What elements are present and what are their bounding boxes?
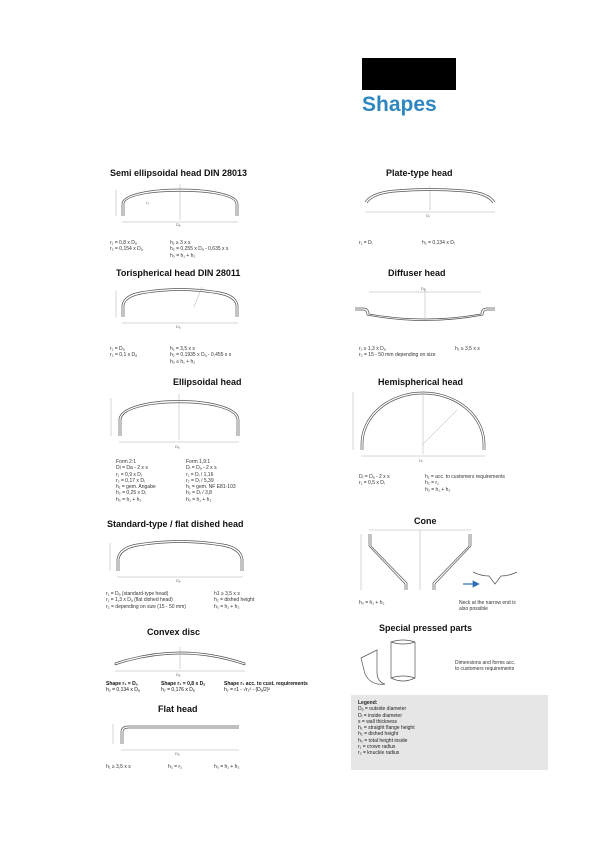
standard-type-formulas-right: h1 ≥ 3,5 x s h₂ = dished height h₃ = h₁ + h₂ xyxy=(214,591,255,610)
legend-item: Dᵢ = inside diameter xyxy=(358,712,403,719)
company-logo-block xyxy=(362,58,456,90)
section-title-ellipsoidal: Ellipsoidal head xyxy=(173,377,242,387)
label-di: Dᵢ xyxy=(419,458,423,463)
section-title-convex-disc: Convex disc xyxy=(147,627,201,637)
plate-type-head-diagram xyxy=(355,182,505,226)
diffuser-head-diagram xyxy=(345,282,505,332)
legend-item: Dₐ = outside diameter xyxy=(358,706,407,713)
hemispherical-head-diagram xyxy=(345,388,505,468)
torispherical-head-diagram xyxy=(110,283,250,333)
section-title-torispherical: Torispherical head DIN 28011 xyxy=(116,268,241,278)
torispherical-formulas-right: h₁ = 3,5 x s h₂ = 0,1935 x Dₐ - 0,455 x s h₃ ≤ h₁ + h₂ xyxy=(170,346,232,365)
label-da: Dₐ xyxy=(176,222,181,227)
convex-disc-shape-1-value: h₂ = 0,134 x Dₐ xyxy=(106,687,140,694)
section-title-semi-ellipsoidal: Semi ellipsoidal head DIN 28013 xyxy=(110,168,248,178)
standard-type-formulas-left: r₁ = Dₐ (standard-type head) r₁ = 1,3 x Dₐ (flat dished head) r₂ = depending on size (15 - 50 mm) xyxy=(106,591,186,610)
section-title-plate-type: Plate-type head xyxy=(386,168,453,178)
flat-head-h2: h₂ = r₂ xyxy=(168,764,183,770)
torispherical-formulas-left: r₁ = Dₐ r₂ = 0,1 x Dₐ xyxy=(110,346,138,359)
convex-disc-diagram xyxy=(105,643,255,677)
label-di: Dᵢ xyxy=(426,213,430,218)
cone-neck-variant xyxy=(473,572,517,584)
flat-head-diagram xyxy=(105,716,255,756)
convex-disc-shape-3-value: h₂ = r1 - √r₁² - (Dₐ/2)² xyxy=(224,687,271,694)
label-da: Dₐ xyxy=(176,672,181,677)
page-title: Shapes xyxy=(362,93,437,116)
section-title-cone: Cone xyxy=(414,516,437,526)
ellipsoidal-formulas-form-2-1: Form 2:1 Di = Da - 2 x s r₁ = 0,9 x Dᵢ r₂ = 0,17 x Dᵢ h₁ = gem. Angabe h₂ = 0,25 x Dᵢ h₃ = h₁ + h₂ xyxy=(116,459,156,503)
cone-neck-note: Neck at the narrow end is also possible xyxy=(459,600,516,613)
special-pressed-parts-diagram xyxy=(355,636,445,690)
diffuser-formulas-right: h₁ ≥ 3,5 x s xyxy=(455,346,480,352)
convex-disc-shape-1-head: Shape r₁ = Dₐ xyxy=(106,681,138,687)
legend-item: h₂ = dished height xyxy=(358,731,399,738)
convex-disc-shape-3-head: Shape r₁ acc. to cust. requirements xyxy=(224,681,308,687)
hemispherical-formulas-left: Dᵢ = Dₐ - 2 x s r₁ = 0,5 x Dᵢ xyxy=(359,474,390,487)
semi-ellipsoidal-formulas-right: h₁ ≥ 3 x s h₂ = 0,255 x Dₐ - 0,635 x s h₃ = h₁ + h₂ xyxy=(170,240,229,259)
legend xyxy=(358,700,415,757)
diffuser-formulas-left: r₁ ≥ 1,3 x Dₐ r₂ = 15 - 50 mm depending on size xyxy=(359,346,436,359)
plate-type-formula-right: h₂ = 0,134 x Dᵢ xyxy=(422,240,455,246)
flat-head-h1: h₁ ≥ 3,5 x s xyxy=(106,764,131,770)
legend-heading: Legend: xyxy=(358,700,378,706)
legend-item: r₂ = knuckle radius xyxy=(358,750,400,757)
convex-disc-shape-3 xyxy=(224,681,308,694)
convex-disc-shape-2 xyxy=(161,681,205,694)
label-da: Dₐ xyxy=(175,444,180,449)
ellipsoidal-formulas-form-1-9-1: Form 1,9:1 Dᵢ = Dₐ - 2 x s r₁ = Dᵢ / 1,16 r₂ = Dᵢ / 5,39 h₁ = gem. NF E81-103 h₂ = Dᵢ / 3,8 h₃ = h₁ + h₂ xyxy=(186,459,236,503)
legend-item: h₃ = total height inside xyxy=(358,737,408,744)
plate-type-formula-left: r₁ = Dᵢ xyxy=(359,240,373,246)
flat-head-h3: h₃ = h₁ + h₂ xyxy=(214,764,240,770)
hemispherical-formulas-right: h₁ = acc. to customers requirements h₂ = r₁ h₃ = h₁ + h₂ xyxy=(425,474,505,493)
convex-disc-shape-2-head: Shape r₁ = 0,8 x Dₐ xyxy=(161,681,206,687)
cone-diagram xyxy=(355,526,535,594)
ellipsoidal-head-diagram xyxy=(105,390,255,452)
label-da: Dₐ xyxy=(176,578,181,583)
label-da: Dₐ xyxy=(176,324,181,329)
standard-type-head-diagram xyxy=(105,533,255,585)
convex-disc-shape-1 xyxy=(106,681,140,694)
cone-formula: h₃ = h₁ + h₂ xyxy=(359,600,385,606)
label-da: Dₐ xyxy=(175,751,180,756)
legend-item: s = wall thickness xyxy=(358,718,398,725)
section-title-flat-head: Flat head xyxy=(158,704,198,714)
legend-item: r₁ = crown radius xyxy=(358,744,396,751)
section-title-diffuser: Diffuser head xyxy=(388,268,446,278)
legend-item: h₁ = straight flange height xyxy=(358,725,415,732)
section-title-special-pressed-parts: Special pressed parts xyxy=(379,623,473,633)
label-da: Dₐ xyxy=(421,286,426,291)
section-title-standard-type: Standard-type / flat dished head xyxy=(107,519,244,529)
convex-disc-shape-2-value: h₂ = 0,176 x Dₐ xyxy=(161,687,195,694)
special-pressed-parts-note: Dimensions and forms acc. to customers requirements xyxy=(455,660,516,673)
blue-arrow-icon xyxy=(473,581,479,587)
section-title-hemispherical: Hemispherical head xyxy=(378,377,464,387)
semi-ellipsoidal-head-diagram xyxy=(110,180,250,230)
label-r2: r₂ xyxy=(146,200,149,205)
semi-ellipsoidal-formulas-left: r₁ = 0,8 x Dₐ r₂ = 0,154 x Dₐ xyxy=(110,240,143,253)
